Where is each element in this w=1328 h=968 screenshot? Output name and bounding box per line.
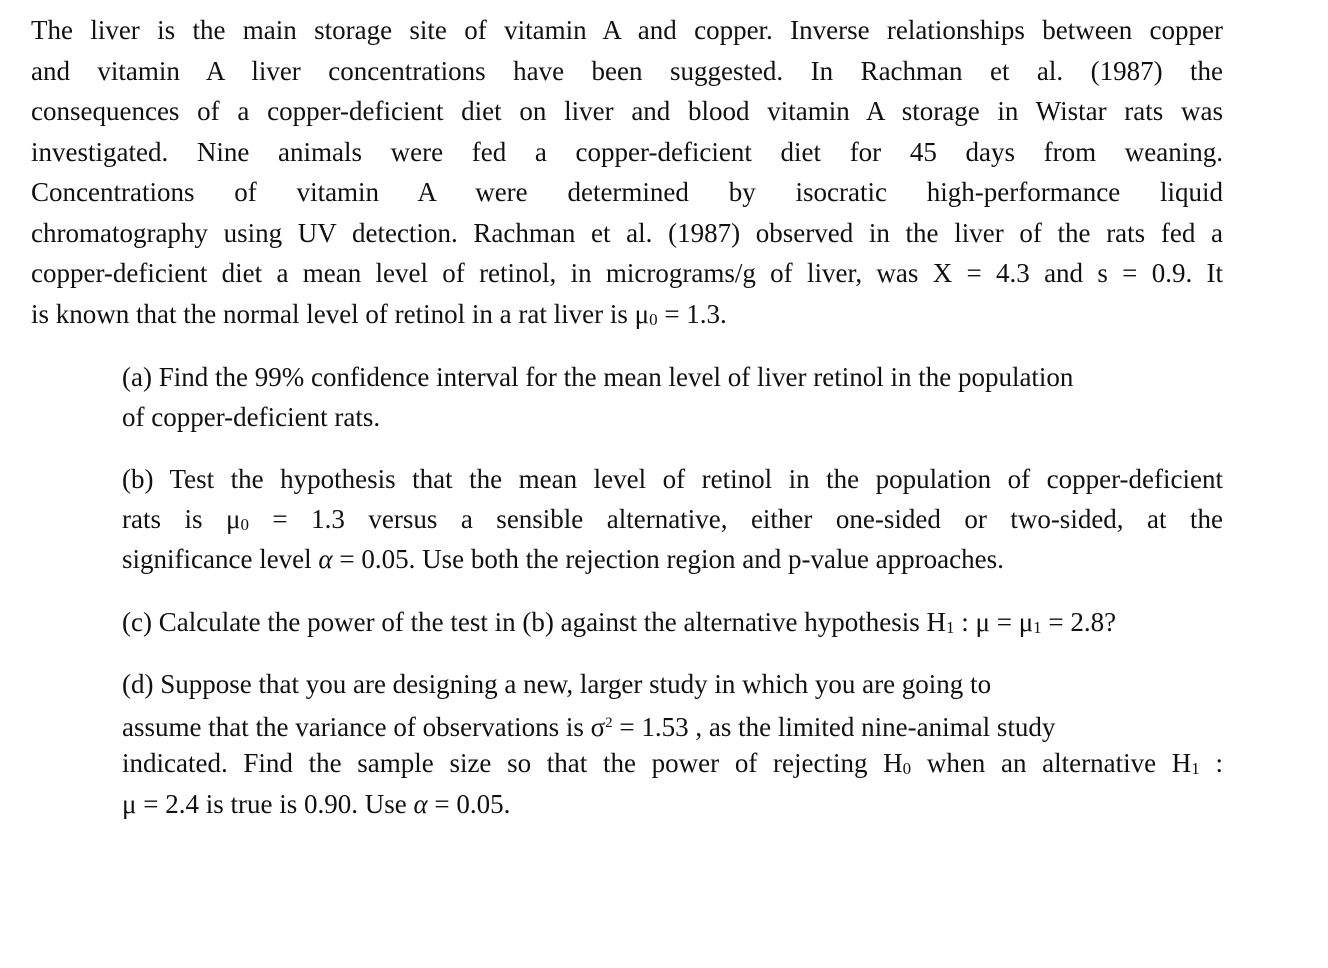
intro-line-5: Concentrations of vitamin A were determined by isocratic high-performance liquid: [31, 177, 1223, 207]
h-one-subscript: 1: [945, 618, 955, 637]
intro-line-8: [31, 297, 1223, 337]
question-d-line-1: (d) Suppose that you are designing a new, larger study in which you are going to: [122, 669, 992, 699]
question-d-line-3-mid: when an alternative H: [911, 748, 1192, 778]
question-d-line-4-text: μ = 2.4 is true is 0.90. Use: [122, 789, 414, 819]
question-b-line-2: [122, 502, 1223, 542]
question-b-line-3: [122, 542, 1004, 576]
question-a-line-1: (a) Find the 99% confidence interval for the mean level of liver retinol in the population: [122, 362, 1074, 392]
intro-line-8-value: = 1.3.: [657, 299, 727, 329]
alpha-symbol: α: [413, 789, 428, 819]
intro-line-7: copper-deficient diet a mean level of retinol, in micrograms/g of liver, was X = 4.3 and s = 0.9. It: [31, 258, 1223, 288]
question-b-line-3-rest: = 0.05. Use both the rejection region and p-value approaches.: [332, 544, 1004, 574]
mu-one-subscript: 1: [1033, 618, 1042, 637]
sigma-squared-superscript: 2: [605, 715, 613, 731]
mu-zero-subscript: 0: [649, 310, 658, 329]
intro-line-4: investigated. Nine animals were fed a copper-deficient diet for 45 days from weaning.: [31, 137, 1223, 167]
question-b-line-2-text: rats is μ: [122, 504, 241, 534]
question-d-line-3-end: :: [1199, 748, 1223, 778]
alpha-symbol: α: [318, 544, 333, 574]
question-d-line-2: [122, 706, 1055, 744]
question-c-value: = 2.8?: [1041, 607, 1117, 637]
question-b-line-2-rest: = 1.3 versus a sensible alternative, either one-sided or two-sided, at the: [248, 504, 1223, 534]
question-a-line-2: of copper-deficient rats.: [122, 402, 381, 432]
h-one-subscript: 1: [1191, 759, 1200, 778]
intro-line-8-text: is known that the normal level of retinol in a rat liver is μ: [31, 299, 650, 329]
question-c-line-1: [122, 605, 1116, 645]
h-zero-subscript: 0: [902, 759, 912, 778]
question-d-line-4: [122, 787, 510, 821]
question-b-line-1: (b) Test the hypothesis that the mean level of retinol in the population of copper-deficient: [122, 464, 1223, 494]
question-d-line-3-text: indicated. Find the sample size so that the power of rejecting H: [122, 748, 903, 778]
intro-line-2: and vitamin A liver concentrations have been suggested. In Rachman et al. (1987) the: [31, 56, 1223, 86]
intro-line-1: The liver is the main storage site of vitamin A and copper. Inverse relationships between copper: [31, 15, 1223, 45]
question-d-line-2-text: assume that the variance of observations is σ: [122, 712, 606, 742]
question-d-line-3: [122, 746, 1223, 786]
intro-line-6: chromatography using UV detection. Rachman et al. (1987) observed in the liver of the rats fed a: [31, 218, 1223, 248]
intro-line-3: consequences of a copper-deficient diet on liver and blood vitamin A storage in Wistar rats was: [31, 96, 1223, 126]
question-d-line-2-rest: = 1.53 , as the limited nine-animal study: [612, 712, 1056, 742]
question-d-line-4-rest: = 0.05.: [427, 789, 511, 819]
mu-zero-subscript: 0: [240, 515, 249, 534]
question-c-equation: : μ = μ: [954, 607, 1034, 637]
question-b-line-3-text: significance level: [122, 544, 319, 574]
question-c-line-1-text: (c) Calculate the power of the test in (b) against the alternative hypothesis H: [122, 607, 946, 637]
